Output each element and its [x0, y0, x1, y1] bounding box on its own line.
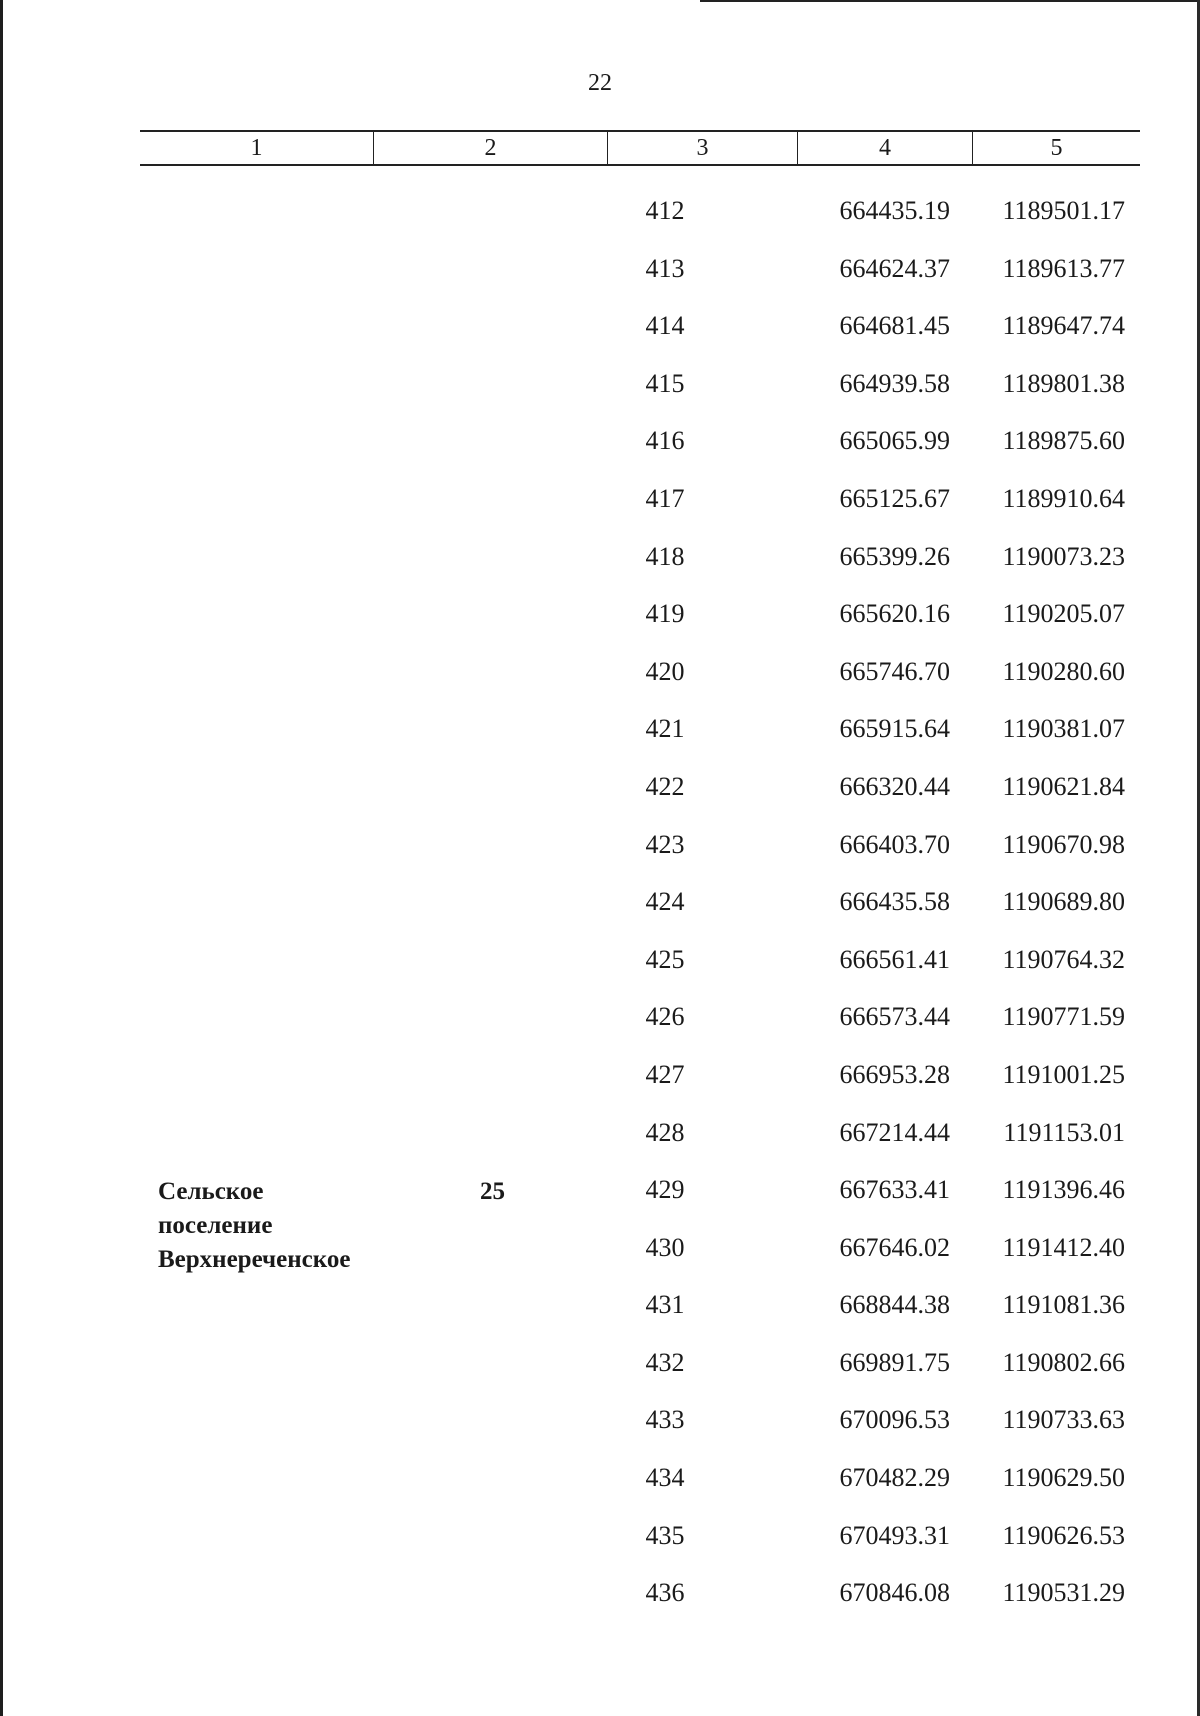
- settlement-name-line: Верхнереченское: [158, 1246, 351, 1273]
- y-coordinate: 1190771.59: [1002, 1002, 1125, 1032]
- table-row: [0, 1334, 1200, 1392]
- y-coordinate: 1191081.36: [1002, 1290, 1125, 1320]
- coordinate-table-body: [0, 182, 1200, 1622]
- table-row: [0, 528, 1200, 586]
- y-coordinate: 1190802.66: [1002, 1347, 1125, 1377]
- point-number: 421: [645, 714, 685, 744]
- point-number: 417: [645, 483, 685, 513]
- table-row: [0, 240, 1200, 298]
- x-coordinate: 666561.41: [839, 944, 950, 974]
- point-number: 414: [645, 311, 685, 341]
- point-number: 416: [645, 426, 685, 456]
- table-row: [0, 470, 1200, 528]
- table-row: [0, 1276, 1200, 1334]
- table-row: [0, 297, 1200, 355]
- x-coordinate: 664681.45: [839, 311, 950, 341]
- table-row: [0, 931, 1200, 989]
- table-row: [0, 182, 1200, 240]
- table-row: [0, 1449, 1200, 1507]
- y-coordinate: 1189801.38: [1002, 368, 1125, 398]
- y-coordinate: 1191001.25: [1002, 1059, 1125, 1089]
- scan-top-edge: [700, 0, 1200, 2]
- y-coordinate: 1190670.98: [1002, 829, 1125, 859]
- table-row: [0, 355, 1200, 413]
- point-number: 418: [645, 541, 685, 571]
- column-header-5: 5: [1050, 135, 1063, 161]
- x-coordinate: 670096.53: [839, 1405, 950, 1435]
- x-coordinate: 665620.16: [839, 599, 950, 629]
- point-number: 434: [645, 1463, 685, 1493]
- settlement-name-line: Сельское: [158, 1178, 264, 1205]
- table-row: [0, 1564, 1200, 1622]
- table-row: [0, 873, 1200, 931]
- y-coordinate: 1190626.53: [1002, 1520, 1125, 1550]
- point-number: 428: [645, 1117, 685, 1147]
- column-header-4: 4: [798, 132, 973, 164]
- x-coordinate: 666320.44: [839, 771, 950, 801]
- y-coordinate: 1190733.63: [1002, 1405, 1125, 1435]
- point-number: 433: [645, 1405, 685, 1435]
- x-coordinate: 664624.37: [839, 253, 950, 283]
- x-coordinate: 666953.28: [839, 1059, 950, 1089]
- y-coordinate: 1191396.46: [1002, 1175, 1125, 1205]
- x-coordinate: 670846.08: [839, 1578, 950, 1608]
- table-row: [0, 643, 1200, 701]
- x-coordinate: 666573.44: [839, 1002, 950, 1032]
- column-header-2: 2: [374, 132, 608, 164]
- y-coordinate: 1189910.64: [1002, 483, 1125, 513]
- point-number: 425: [645, 944, 685, 974]
- x-coordinate: 667214.44: [839, 1117, 950, 1147]
- y-coordinate: 1189875.60: [1002, 426, 1125, 456]
- table-row: [0, 1391, 1200, 1449]
- y-coordinate: 1189501.17: [1002, 196, 1125, 225]
- y-coordinate: 1190621.84: [1002, 771, 1125, 801]
- x-coordinate: 670493.31: [839, 1520, 950, 1550]
- table-header: [140, 130, 1140, 166]
- y-coordinate: 1190205.07: [1002, 599, 1125, 629]
- table-row: [0, 1046, 1200, 1104]
- x-coordinate: 664939.58: [839, 368, 950, 398]
- y-coordinate: 1190629.50: [1002, 1463, 1125, 1493]
- x-coordinate: 665399.26: [839, 541, 950, 571]
- point-number: 427: [645, 1059, 685, 1089]
- x-coordinate: 664435.19: [839, 196, 950, 225]
- y-coordinate: 1190381.07: [1002, 714, 1125, 744]
- point-number: 430: [645, 1232, 685, 1262]
- settlement-name: [158, 1175, 438, 1277]
- y-coordinate: 1190531.29: [1002, 1578, 1125, 1608]
- point-number: 436: [645, 1578, 685, 1608]
- y-coordinate: 1190073.23: [1002, 541, 1125, 571]
- y-coordinate: 1190280.60: [1002, 656, 1125, 686]
- table-row: [0, 1104, 1200, 1162]
- table-row: [0, 758, 1200, 816]
- x-coordinate: 667633.41: [839, 1175, 950, 1205]
- page-number: 22: [588, 70, 612, 96]
- table-row: [0, 412, 1200, 470]
- point-number: 432: [645, 1347, 685, 1377]
- y-coordinate: 1189613.77: [1002, 253, 1125, 283]
- point-number: 424: [645, 887, 685, 917]
- settlement-name-line: поселение: [158, 1212, 273, 1239]
- point-number: 413: [645, 253, 685, 283]
- y-coordinate: 1190764.32: [1002, 944, 1125, 974]
- x-coordinate: 670482.29: [839, 1463, 950, 1493]
- x-coordinate: 666435.58: [839, 887, 950, 917]
- x-coordinate: 666403.70: [839, 829, 950, 859]
- point-number: 412: [645, 196, 685, 225]
- x-coordinate: 667646.02: [839, 1232, 950, 1262]
- y-coordinate: 1189647.74: [1002, 311, 1125, 341]
- y-coordinate: 1191412.40: [1002, 1232, 1125, 1262]
- point-number: 435: [645, 1520, 685, 1550]
- table-row: [0, 700, 1200, 758]
- point-number: 426: [645, 1002, 685, 1032]
- x-coordinate: 665915.64: [839, 714, 950, 744]
- x-coordinate: 665065.99: [839, 426, 950, 456]
- x-coordinate: 665746.70: [839, 656, 950, 686]
- point-number: 423: [645, 829, 685, 859]
- point-number: 420: [645, 656, 685, 686]
- x-coordinate: 665125.67: [839, 483, 950, 513]
- table-row: [0, 1507, 1200, 1565]
- x-coordinate: 668844.38: [839, 1290, 950, 1320]
- y-coordinate: 1190689.80: [1002, 887, 1125, 917]
- column-header-3: 3: [608, 132, 798, 164]
- point-number: 431: [645, 1290, 685, 1320]
- point-number: 415: [645, 368, 685, 398]
- table-row: [0, 816, 1200, 874]
- table-row: [0, 585, 1200, 643]
- point-number: 419: [645, 599, 685, 629]
- table-row: [0, 988, 1200, 1046]
- point-number: 422: [645, 771, 685, 801]
- point-number: 429: [645, 1175, 685, 1205]
- x-coordinate: 669891.75: [839, 1347, 950, 1377]
- y-coordinate: 1191153.01: [1003, 1117, 1125, 1147]
- column-header-1: 1: [140, 132, 374, 164]
- settlement-number: 25: [480, 1178, 505, 1205]
